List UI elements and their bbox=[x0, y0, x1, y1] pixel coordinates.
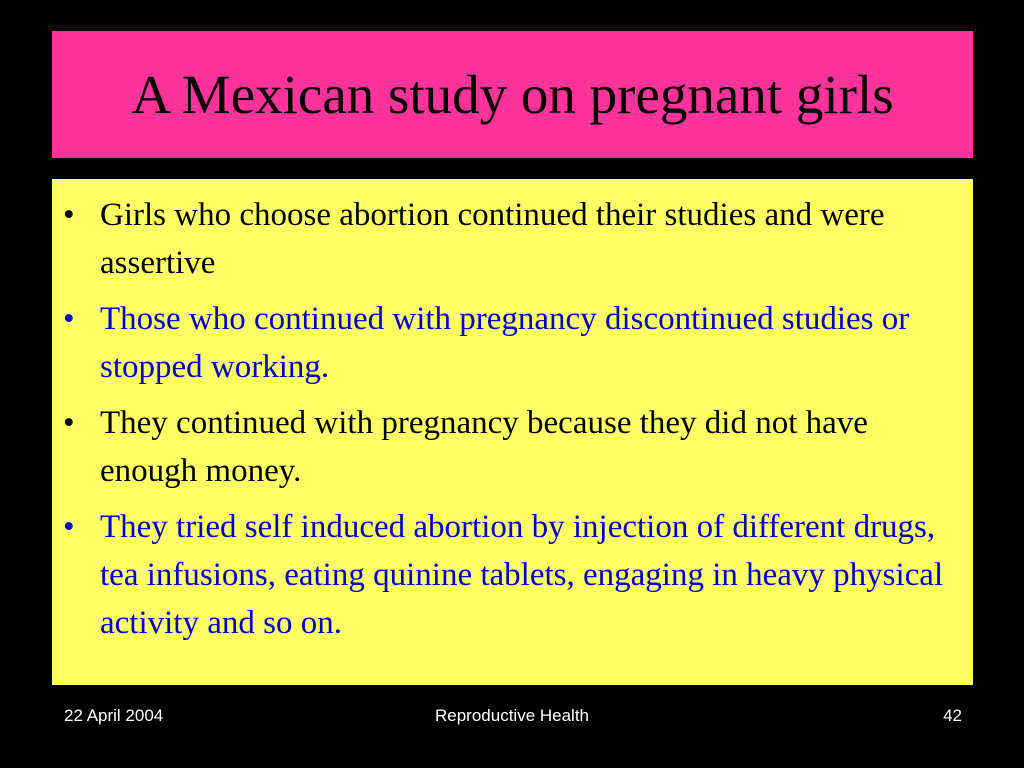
footer-page-number: 42 bbox=[943, 706, 962, 725]
bullet-dot-icon: • bbox=[63, 301, 75, 337]
bullet-text: Girls who choose abortion continued their studies and were assertive bbox=[100, 197, 885, 281]
footer-date: 22 April 2004 bbox=[64, 706, 164, 725]
slide-title: A Mexican study on pregnant girls bbox=[131, 64, 894, 125]
bullet-item bbox=[52, 503, 963, 647]
footer-title: Reproductive Health bbox=[434, 706, 590, 725]
bullet-text: Those who continued with pregnancy discontinued studies or stopped working. bbox=[100, 301, 910, 385]
bullet-item bbox=[52, 295, 963, 391]
content-box bbox=[52, 179, 973, 685]
bullet-dot-icon: • bbox=[63, 197, 75, 233]
bullet-list bbox=[52, 191, 963, 647]
bullet-item bbox=[52, 399, 963, 495]
bullet-dot-icon: • bbox=[63, 509, 75, 545]
bullet-item bbox=[52, 191, 963, 287]
bullet-dot-icon: • bbox=[63, 405, 75, 441]
bullet-text: They continued with pregnancy because they did not have enough money. bbox=[100, 405, 868, 489]
bullet-text: They tried self induced abortion by injection of different drugs, tea infusions, eating quinine tablets, engaging in heavy physical activity and so on. bbox=[100, 509, 944, 641]
title-box bbox=[52, 31, 973, 158]
